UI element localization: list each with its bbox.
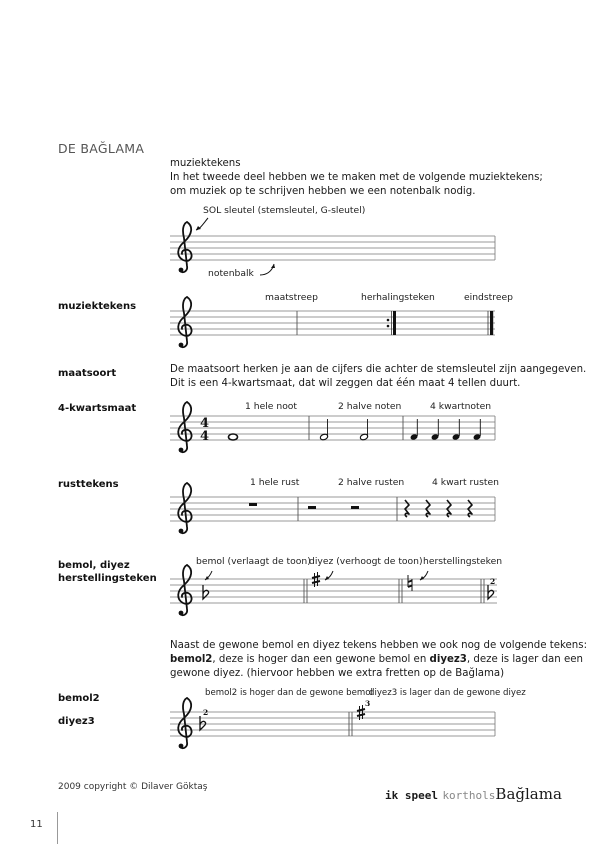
annotation-hele-rust: 1 hele rust (250, 477, 300, 488)
brand-part-1: ik speel (385, 789, 438, 802)
staff-4 (170, 483, 495, 533)
bemol2-superscript: 2 (490, 577, 496, 586)
annotation-halve-noten: 2 halve noten (338, 401, 402, 412)
time-sig-bottom: 4 (200, 429, 210, 444)
half-rest (308, 506, 316, 509)
treble-clef-icon (178, 698, 191, 748)
diyez3-superscript: 3 (365, 699, 371, 708)
brand-logo (385, 785, 562, 803)
clef-annotation: SOL sleutel (stemsleutel, G-sleutel) (203, 205, 366, 216)
quarter-rest (426, 500, 430, 517)
staff-annotation: notenbalk (208, 268, 254, 279)
maatsoort-line-1: De maatsoort herken je aan de cijfers die achter de stemsleutel zijn aangegeven. (170, 364, 587, 375)
annotation-herhalingsteken: herhalingsteken (361, 292, 435, 303)
staff-6 (170, 698, 495, 748)
side-label-muziektekens: muziektekens (58, 301, 137, 312)
diyez3-term: diyez3 (429, 654, 467, 665)
repeat-dot (387, 325, 390, 328)
treble-clef-icon (178, 402, 191, 452)
treble-clef-icon (178, 297, 191, 347)
annotation-bemol: bemol (verlaagt de toon) (196, 556, 311, 567)
annotation-eindstreep: eindstreep (464, 292, 513, 303)
intro-heading: muziektekens (170, 158, 241, 169)
annotation-maatstreep: maatstreep (265, 292, 318, 303)
quarter-rest (447, 500, 451, 517)
extra-line-2-mid: , deze is hoger dan een gewone bemol en (212, 654, 430, 665)
quarter-rest (468, 500, 472, 517)
treble-clef-icon (178, 483, 191, 533)
staff-3 (170, 402, 495, 452)
section-title: DE BAĞLAMA (58, 141, 145, 156)
quarter-rest (405, 500, 409, 517)
annotation-kwartnoten: 4 kwartnoten (430, 401, 492, 412)
annotation-bemol2: bemol2 is hoger dan de gewone bemol (205, 688, 373, 698)
page-divider (57, 812, 58, 844)
extra-line-3: gewone diyez. (hiervoor hebben we extra fretten op de Bağlama) (170, 668, 505, 679)
arrow-icon (260, 264, 274, 275)
side-label-rusttekens: rusttekens (58, 479, 119, 490)
treble-clef-icon (178, 222, 191, 272)
whole-rest (249, 503, 257, 506)
staff-5 (170, 565, 497, 615)
repeat-thick-line (393, 311, 396, 335)
side-label-diyez3: diyez3 (58, 716, 95, 727)
annotation-hele-noot: 1 hele noot (245, 401, 298, 412)
repeat-dot (387, 319, 390, 322)
brand-part-3: Bağlama (495, 785, 562, 803)
copyright: 2009 copyright © Dilaver Göktaş (58, 782, 208, 792)
side-label-herstellingsteken: herstellingsteken (58, 573, 157, 584)
side-label-bemol2: bemol2 (58, 693, 100, 704)
extra-line-1: Naast de gewone bemol en diyez tekens hebben we ook nog de volgende tekens: (170, 640, 588, 651)
page-number: 11 (30, 819, 43, 830)
intro-line-2: om muziek op te schrijven hebben we een notenbalk nodig. (170, 186, 476, 197)
treble-clef-icon (178, 565, 191, 615)
maatsoort-line-2: Dit is een 4-kwartsmaat, dat wil zeggen dat één maat 4 tellen duurt. (170, 378, 521, 389)
time-sig-top: 4 (200, 416, 210, 431)
side-label-4-kwartsmaat: 4-kwartsmaat (58, 403, 137, 414)
annotation-halve-rusten: 2 halve rusten (338, 477, 405, 488)
annotation-diyez3: diyez3 is lager dan de gewone diyez (369, 688, 526, 698)
end-thick-line (490, 311, 493, 335)
bemol2-superscript: 2 (203, 708, 209, 717)
half-rest (351, 506, 359, 509)
bemol2-term: bemol2 (170, 654, 213, 665)
annotation-herstellingsteken: herstellingsteken (423, 556, 503, 567)
annotation-diyez: diyez (verhoogt de toon) (309, 556, 423, 567)
intro-line-1: In het tweede deel hebben we te maken met de volgende muziektekens; (170, 172, 543, 183)
natural-icon (408, 575, 412, 591)
whole-note (229, 434, 238, 440)
extra-line-2-end: , deze is lager dan een (466, 654, 583, 665)
staff-1 (170, 218, 495, 275)
annotation-kwart-rusten: 4 kwart rusten (432, 477, 499, 488)
staff-2 (170, 297, 495, 347)
side-label-maatsoort: maatsoort (58, 368, 117, 379)
brand-part-2: korthols (442, 789, 496, 802)
side-label-bemol-diyez: bemol, diyez (58, 560, 130, 571)
